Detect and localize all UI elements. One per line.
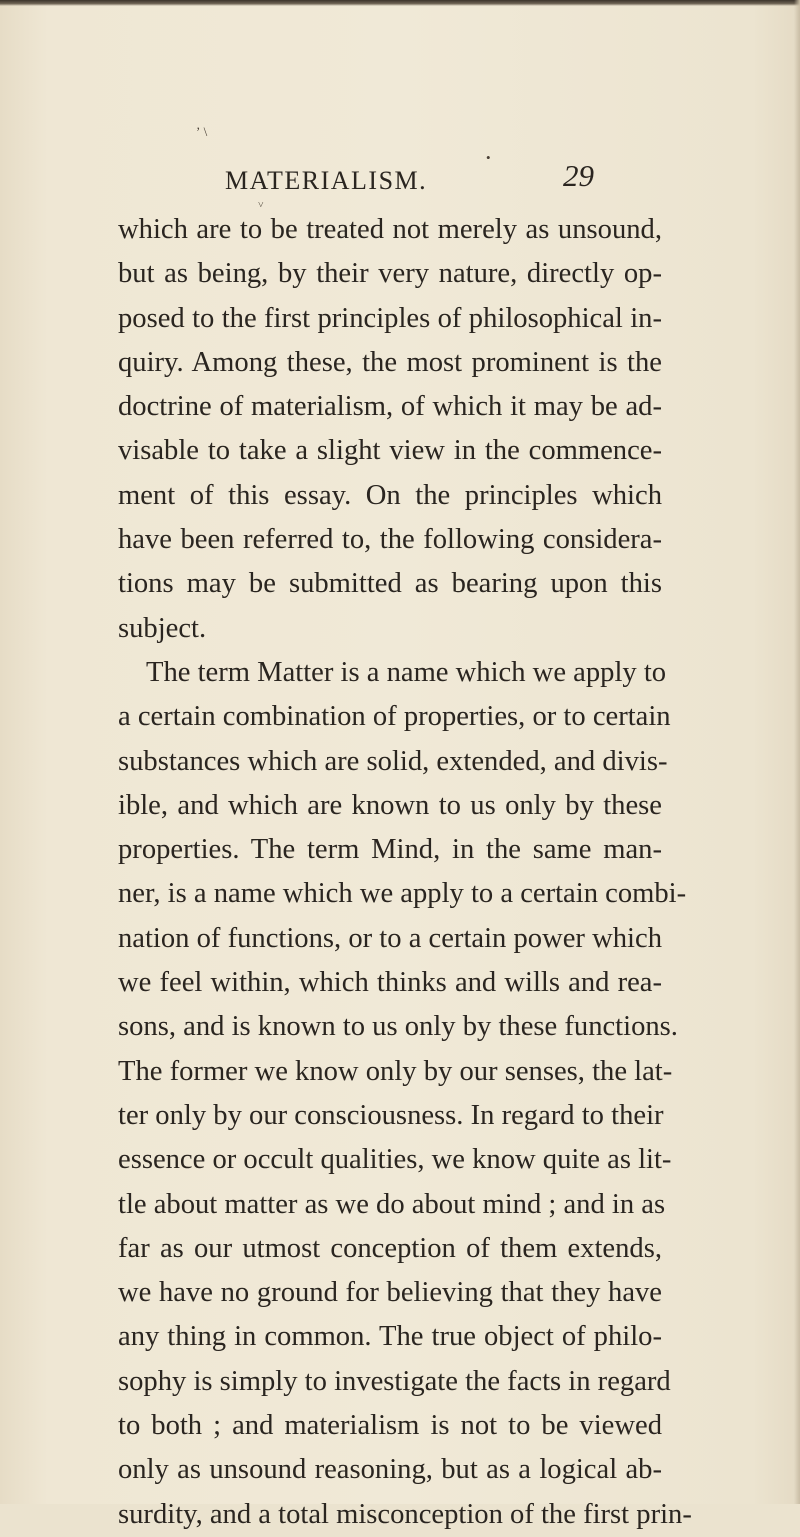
text-line: tions may be submitted as bearing upon this [118, 568, 662, 600]
dot-mark: • [486, 150, 491, 165]
text-line: essence or occult qualities, we know quite as lit- [118, 1144, 672, 1176]
below-head-mark: ˅ [258, 200, 264, 211]
text-line: surdity, and a total misconception of the first prin- [118, 1498, 692, 1530]
paragraph-end-line: subject. [118, 612, 207, 644]
text-line: properties. The term Mind, in the same man- [118, 834, 662, 866]
page-top-edge [0, 0, 800, 6]
text-line: we feel within, which thinks and wills and rea- [118, 967, 662, 999]
text-line: but as being, by their very nature, directly op- [118, 258, 662, 290]
text-line: substances which are solid, extended, and divis- [118, 745, 668, 777]
text-line: have been referred to, the following considera- [118, 524, 662, 556]
text-line: sophy is simply to investigate the facts in regard [118, 1365, 671, 1397]
text-line: ner, is a name which we apply to a certain combi- [118, 878, 687, 910]
text-line: nation of functions, or to a certain power which [118, 922, 662, 954]
text-line: posed to the first principles of philosophical in- [118, 302, 662, 334]
text-line: sons, and is known to us only by these functions. [118, 1011, 678, 1043]
text-line: a certain combination of properties, or to certain [118, 701, 671, 733]
body-text [118, 208, 692, 1537]
text-line: to both ; and materialism is not to be viewed [118, 1410, 662, 1442]
text-line: which are to be treated not merely as unsound, [118, 214, 662, 245]
text-line: The former we know only by our senses, the lat- [118, 1055, 673, 1087]
text-line: any thing in common. The true object of philo- [118, 1321, 662, 1353]
text-line: only as unsound reasoning, but as a logical ab- [118, 1454, 662, 1486]
text-line: quiry. Among these, the most prominent is the [118, 346, 662, 378]
top-tick-mark: ʼ \ [196, 124, 208, 139]
running-head: MATERIALISM. [225, 166, 428, 195]
page-number: 29 [563, 158, 594, 193]
text-line: ment of this essay. On the principles which [118, 479, 662, 511]
page-right-edge [794, 0, 800, 1504]
text-line: visable to take a slight view in the commence- [118, 435, 662, 467]
text-line: we have no ground for believing that they have [118, 1277, 662, 1309]
paragraph-start-line: The term Matter is a name which we apply to [146, 656, 667, 688]
text-line: ible, and which are known to us only by these [118, 789, 662, 821]
text-line: tle about matter as we do about mind ; and in as [118, 1188, 666, 1220]
text-line: ter only by our consciousness. In regard to their [118, 1099, 664, 1131]
text-line: far as our utmost conception of them extends, [118, 1232, 662, 1264]
text-line: doctrine of materialism, of which it may be ad- [118, 391, 662, 423]
